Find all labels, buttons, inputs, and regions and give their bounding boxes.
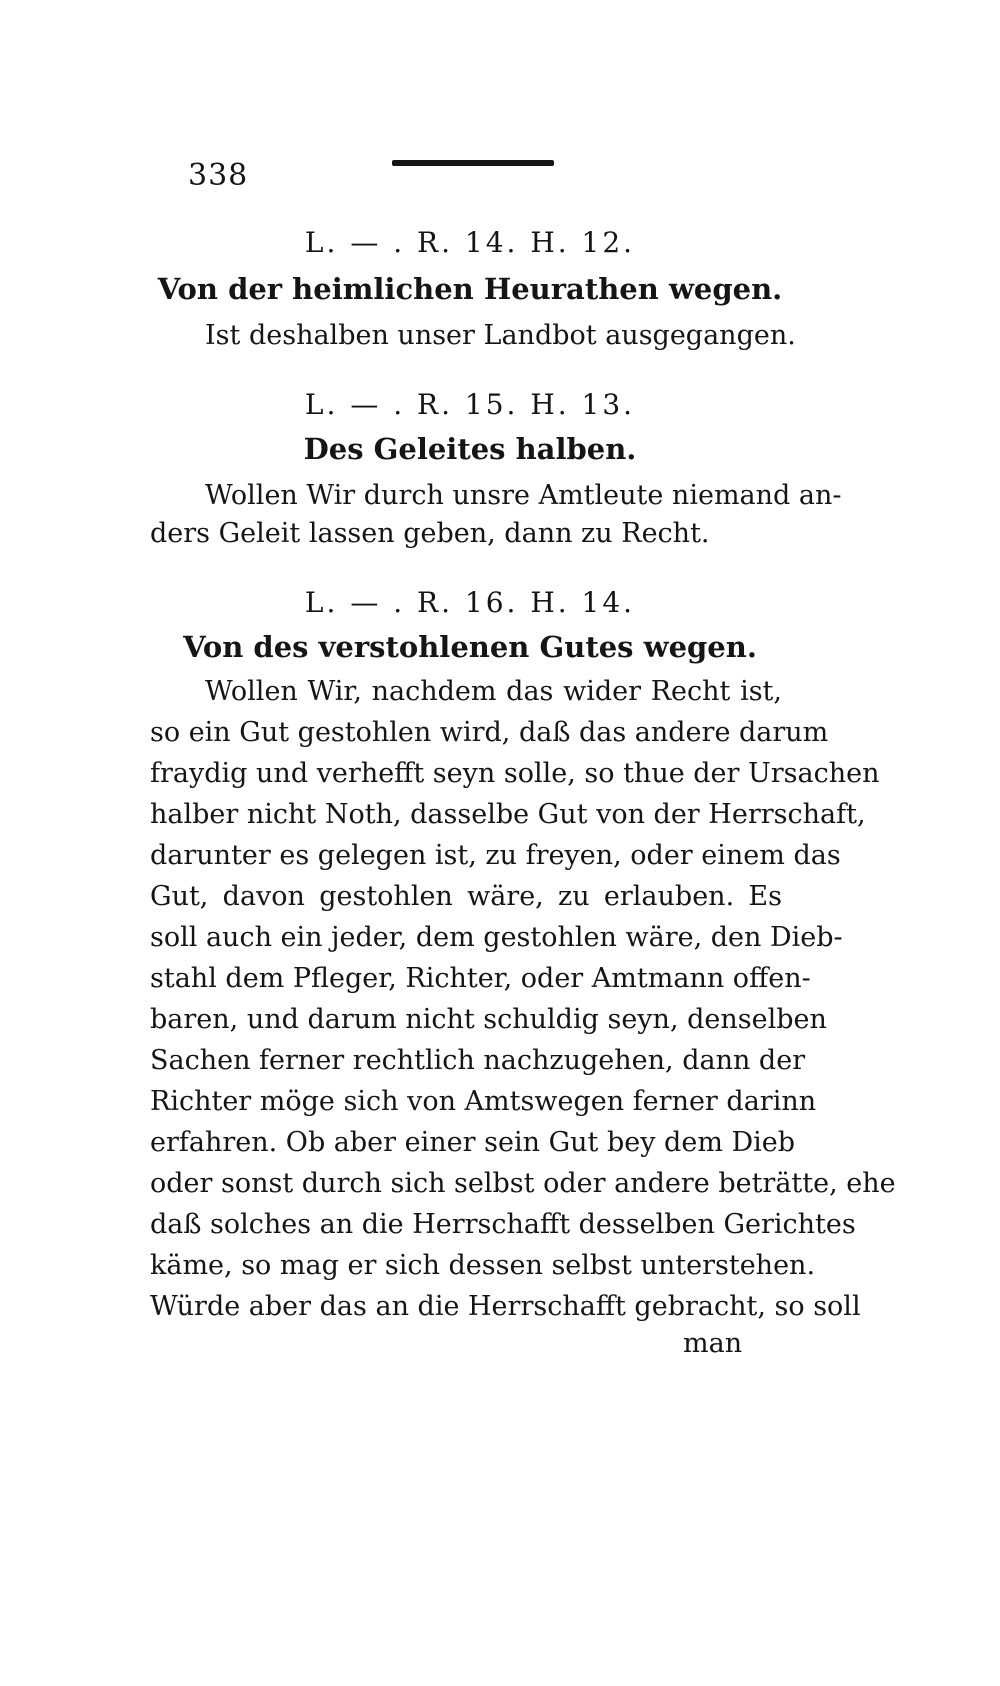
text-line: darunter es gelegen ist, zu freyen, oder einem das [150, 840, 841, 871]
text-line: ders Geleit lassen geben, dann zu Recht. [150, 518, 710, 549]
text-line: käme, so mag er sich dessen selbst unterstehen. [150, 1250, 816, 1281]
section-heading: Von des verstohlenen Gutes wegen. [183, 630, 757, 664]
section-heading: Von der heimlichen Heurathen wegen. [157, 272, 783, 306]
text-line: Wollen Wir durch unsre Amtleute niemand an- [205, 480, 842, 511]
header-rule [392, 160, 554, 166]
text-line: Sachen ferner rechtlich nachzugehen, dann der [150, 1045, 806, 1076]
text-line: soll auch ein jeder, dem gestohlen wäre, den Dieb- [150, 922, 843, 953]
text-line: oder sonst durch sich selbst oder andere beträtte, ehe [150, 1168, 896, 1199]
text-line: so ein Gut gestohlen wird, daß das andere darum [150, 717, 829, 748]
page-number: 338 [188, 158, 249, 193]
text-line: Richter möge sich von Amtswegen ferner darinn [150, 1086, 817, 1117]
section-reference: L. — . R. 15. H. 13. [304, 388, 636, 421]
section-heading: Des Geleites halben. [303, 432, 637, 466]
catchword: man [683, 1328, 743, 1359]
text-line: fraydig und verhefft seyn solle, so thue der Ursachen [150, 758, 880, 789]
text-line: baren, und darum nicht schuldig seyn, denselben [150, 1004, 827, 1035]
text-line: Würde aber das an die Herrschafft gebracht, so soll [150, 1291, 861, 1322]
text-line: Gut, davon gestohlen wäre, zu erlauben. Es [150, 881, 782, 912]
text-line: stahl dem Pfleger, Richter, oder Amtmann offen- [150, 963, 811, 994]
text-line: daß solches an die Herrschafft desselben Gerichtes [150, 1209, 856, 1240]
text-line: Ist deshalben unser Landbot ausgegangen. [205, 320, 796, 351]
text-line: halber nicht Noth, dasselbe Gut von der Herrschaft, [150, 799, 866, 830]
section-reference: L. — . R. 14. H. 12. [304, 226, 636, 259]
section-reference: L. — . R. 16. H. 14. [304, 586, 636, 619]
text-line: Wollen Wir, nachdem das wider Recht ist, [205, 676, 782, 707]
text-line: erfahren. Ob aber einer sein Gut bey dem Dieb [150, 1127, 796, 1158]
